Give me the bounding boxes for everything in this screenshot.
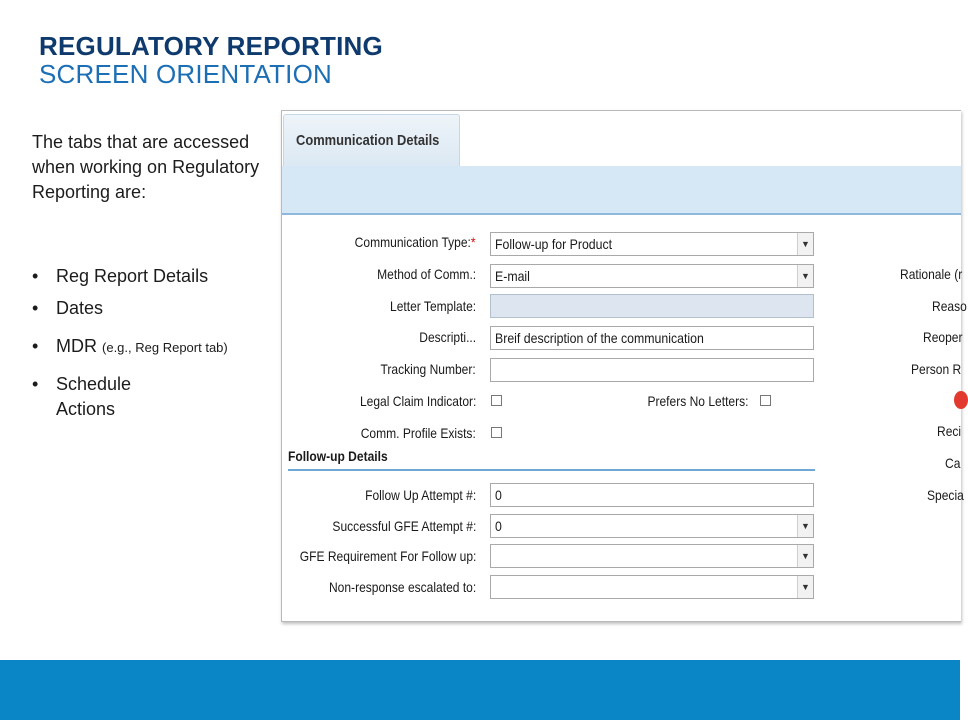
method-of-comm-value: E-mail [495, 268, 530, 284]
letter-template-field [490, 294, 814, 318]
follow-up-attempt-value: 0 [495, 487, 502, 503]
triangle-down-icon[interactable]: ▼ [797, 265, 813, 287]
triangle-down-icon[interactable]: ▼ [797, 576, 813, 598]
gfe-requirement-label: GFE Requirement For Follow up: [299, 548, 476, 564]
section-divider [288, 469, 815, 471]
alert-icon [954, 391, 968, 409]
bullet-dot: • [32, 374, 39, 394]
bullet-dot: • [32, 336, 39, 356]
footer-bar [0, 660, 960, 720]
ca-label: Ca [945, 455, 961, 471]
triangle-down-icon[interactable]: ▼ [797, 233, 813, 255]
person-responsible-label: Person R [911, 361, 962, 377]
method-of-comm-select[interactable] [490, 264, 814, 288]
slide-title-sub: SCREEN ORIENTATION [39, 59, 332, 89]
bullet-text: Schedule Actions [56, 374, 132, 419]
prefers-no-letters-checkbox[interactable] [760, 395, 771, 406]
legal-claim-indicator-label: Legal Claim Indicator: [359, 393, 476, 409]
tracking-number-label: Tracking Number: [380, 361, 476, 377]
communication-details-screenshot [281, 110, 967, 622]
rationale-label: Rationale (r [900, 266, 963, 282]
non-response-escalated-select[interactable] [490, 575, 814, 599]
required-marker: * [471, 234, 476, 250]
bullet-text: Reg Report Details [56, 266, 209, 286]
tab-header-band [282, 166, 961, 215]
tab-bar [282, 111, 961, 166]
recipient-label: Reci [937, 423, 962, 439]
bullet-text-row [56, 334, 228, 360]
description-label: Descripti... [419, 329, 476, 345]
reason-label: Reaso [932, 298, 967, 314]
comm-profile-exists-label: Comm. Profile Exists: [360, 425, 476, 441]
description-input[interactable] [490, 326, 814, 350]
reopen-label: Reoper [923, 329, 963, 345]
follow-up-attempt-input[interactable] [490, 483, 814, 507]
bullet-text: MDR [56, 336, 97, 356]
bullet-dot: • [32, 266, 39, 286]
tab-label: Communication Details [296, 132, 440, 149]
communication-type-label-text: Communication Type: [355, 234, 472, 250]
follow-up-attempt-label: Follow Up Attempt #: [364, 487, 476, 503]
communication-type-label [355, 232, 476, 252]
successful-gfe-attempt-label: Successful GFE Attempt #: [332, 518, 476, 534]
legal-claim-indicator-checkbox[interactable] [491, 395, 502, 406]
description-value: Breif description of the communication [495, 330, 704, 346]
tab-communication-details[interactable] [283, 114, 460, 167]
prefers-no-letters-label: Prefers No Letters: [646, 393, 748, 409]
non-response-escalated-label: Non-response escalated to: [328, 579, 476, 595]
special-label: Specia [927, 487, 964, 503]
comm-profile-exists-checkbox[interactable] [491, 427, 502, 438]
bullet-text: Dates [56, 298, 104, 318]
triangle-down-icon[interactable]: ▼ [797, 515, 813, 537]
successful-gfe-attempt-value: 0 [495, 518, 502, 534]
letter-template-label: Letter Template: [389, 298, 476, 314]
follow-up-details-header: Follow-up Details [288, 448, 388, 464]
successful-gfe-attempt-select[interactable] [490, 514, 814, 538]
tracking-number-input[interactable] [490, 358, 814, 382]
communication-type-select[interactable] [490, 232, 814, 256]
gfe-requirement-select[interactable] [490, 544, 814, 568]
communication-type-value: Follow-up for Product [495, 236, 613, 252]
bullet-dot: • [32, 298, 39, 318]
bullet-note: (e.g., Reg Report tab) [102, 340, 228, 355]
intro-text: The tabs that are accessed when working on Regulatory Reporting are: [32, 132, 260, 202]
triangle-down-icon[interactable]: ▼ [797, 545, 813, 567]
slide-title [39, 33, 383, 87]
method-of-comm-label: Method of Comm.: [376, 266, 476, 282]
slide-title-main: REGULATORY REPORTING [39, 31, 383, 61]
